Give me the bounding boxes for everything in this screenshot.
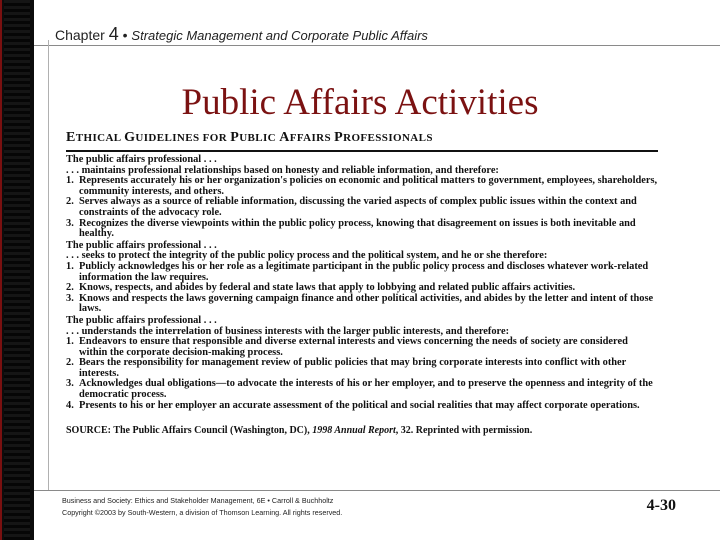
scanned-guidelines-document xyxy=(66,130,658,436)
chapter-number: 4 xyxy=(108,24,119,44)
item-text: Bears the responsibility for management review of public policies that may bring corporate interests into conflict with other interests. xyxy=(79,357,627,379)
guideline-item xyxy=(66,197,658,218)
chapter-label: Chapter xyxy=(55,27,105,43)
guideline-item xyxy=(66,379,658,400)
copyright-footer xyxy=(62,495,342,519)
source-suffix: , 32. Reprinted with permission. xyxy=(395,425,533,437)
slide-number: 4-30 xyxy=(646,497,676,514)
item-text: Represents accurately his or her organization's policies on economic and political matters to government, employees, shareholders, community interests, and others. xyxy=(79,175,658,197)
source-prefix: SOURCE: The Public Affairs Council (Washington, DC), xyxy=(66,425,313,437)
item-text: Endeavors to ensure that responsible and diverse external interests and views concerning the needs of society are considered within the corporate decision-making process. xyxy=(79,336,628,358)
heading-part: P xyxy=(334,130,344,145)
header-rule xyxy=(34,45,720,46)
document-heading xyxy=(66,130,658,146)
item-number: 2. xyxy=(66,357,74,369)
section-intro-line: The public affairs professional . . . xyxy=(66,314,217,326)
heading-part: FFAIRS xyxy=(289,132,335,144)
slide-title: Public Affairs Activities xyxy=(181,82,539,123)
item-number: 1. xyxy=(66,336,74,348)
item-text: Publicly acknowledges his or her role as a legitimate participant in the public policy process and discloses whatever work-related information the law requires. xyxy=(79,260,649,283)
guideline-item xyxy=(66,219,658,240)
footer-line-1: Business and Society: Ethics and Stakeholder Management, 6E • Carroll & Buchholtz xyxy=(62,496,334,505)
item-number: 1. xyxy=(66,175,74,187)
section-intro-line: . . . understands the interrelation of business interests with the larger public interests, and therefore: xyxy=(66,325,510,337)
item-text: Knows, respects, and abides by federal and state laws that apply to lobbying and related public affairs activities. xyxy=(79,282,576,294)
item-text: Acknowledges dual obligations—to advocate the interests of his or her employer, and to preserve the openness and integrity of the democratic process. xyxy=(79,378,653,401)
item-number: 2. xyxy=(66,196,74,208)
item-text: Recognizes the diverse viewpoints within the public policy process, knowing that disagreement on issues is both inevitable and healthy. xyxy=(79,217,636,240)
heading-part: A xyxy=(279,130,290,145)
heading-part: THICAL xyxy=(75,132,125,144)
item-number: 1. xyxy=(66,260,74,272)
heading-part: ROFESSIONALS xyxy=(343,132,433,144)
item-number: 2. xyxy=(66,282,74,294)
item-number: 3. xyxy=(66,292,74,304)
guideline-item xyxy=(66,294,658,315)
item-text: Knows and respects the laws governing campaign finance and other political activities, and abides by the letter and intent of those laws. xyxy=(79,292,654,315)
section-intro-line: The public affairs professional . . . xyxy=(66,154,217,165)
item-text: Presents to his or her employer an accurate assessment of the political and social realities that may affect corporate operations. xyxy=(79,399,640,411)
item-number: 3. xyxy=(66,217,74,229)
section-intro-line: . . . maintains professional relationships based on honesty and reliable information, and therefore: xyxy=(66,164,499,176)
heading-rule xyxy=(66,150,658,152)
section-intro-line: The public affairs professional . . . xyxy=(66,239,217,251)
footer-line-2: Copyright ©2003 by South-Western, a division of Thomson Learning. All rights reserved. xyxy=(62,508,343,517)
footer-rule xyxy=(34,490,720,491)
item-number: 3. xyxy=(66,378,74,390)
item-number: 4. xyxy=(66,399,74,411)
heading-part: UBLIC xyxy=(239,132,280,144)
heading-part: G xyxy=(124,130,136,145)
heading-part: UIDELINES FOR xyxy=(135,132,231,144)
guideline-section-3 xyxy=(66,316,658,411)
guideline-section-1 xyxy=(66,155,658,240)
guideline-section-2 xyxy=(66,241,658,315)
guideline-item xyxy=(66,358,658,379)
heading-part: E xyxy=(66,130,76,145)
section-intro-line: . . . seeks to protect the integrity of the public policy process and the political system, and he or she therefore: xyxy=(66,250,548,262)
heading-part: P xyxy=(230,130,240,145)
item-text: Serves always as a source of reliable information, discussing the varied aspects of complex public issues within the context and constraints of the advocacy role. xyxy=(79,196,637,218)
guideline-item xyxy=(66,262,658,283)
chapter-separator: • xyxy=(118,27,132,43)
chapter-header xyxy=(55,24,428,45)
guideline-item xyxy=(66,337,658,358)
source-italic: 1998 Annual Report xyxy=(312,425,396,437)
guideline-item xyxy=(66,401,658,412)
chapter-title: Strategic Management and Corporate Public Affairs xyxy=(131,28,428,43)
guideline-item xyxy=(66,176,658,197)
source-citation xyxy=(66,425,658,436)
